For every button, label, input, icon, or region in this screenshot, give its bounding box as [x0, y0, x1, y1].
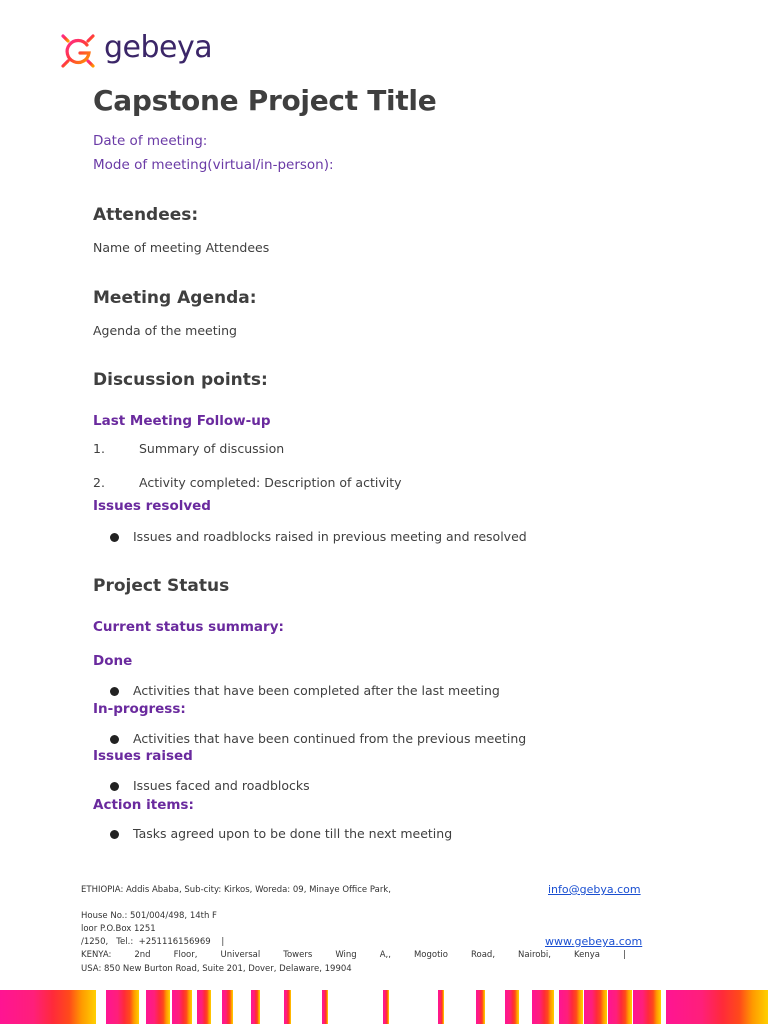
issues-resolved-heading: Issues resolved	[93, 498, 211, 514]
stripe	[438, 990, 444, 1024]
stripe	[476, 990, 485, 1024]
in-progress-heading: In-progress:	[93, 701, 186, 717]
footer-phone-line: /1250, Tel.: +251116156969 |	[81, 937, 225, 947]
bullet-icon	[110, 830, 119, 839]
footer-address-kenya	[81, 950, 626, 960]
footer-kenya-word: Kenya	[573, 950, 600, 960]
agenda-text: Agenda of the meeting	[93, 323, 237, 338]
discussion-heading: Discussion points:	[93, 370, 268, 390]
stripe	[197, 990, 211, 1024]
date-of-meeting-label: Date of meeting:	[93, 133, 208, 149]
status-summary-heading: Current status summary:	[93, 619, 284, 635]
stripe	[0, 990, 96, 1024]
footer-kenya-word: Towers	[283, 950, 313, 960]
stripe	[608, 990, 632, 1024]
bullet-icon	[110, 735, 119, 744]
stripe	[251, 990, 260, 1024]
action-items-heading: Action items:	[93, 797, 194, 813]
bullet-icon	[110, 533, 119, 542]
footer-kenya-word: Universal	[220, 950, 261, 960]
bullet-icon	[110, 687, 119, 696]
list-item: Activity completed: Description of activity	[139, 475, 402, 490]
list-item: Issues and roadblocks raised in previous meeting and resolved	[133, 529, 527, 544]
list-item-number: 2.	[93, 475, 105, 490]
stripe	[505, 990, 519, 1024]
footer-kenya-word: Wing	[335, 950, 357, 960]
footer-kenya-word: KENYA:	[81, 950, 112, 960]
stripe	[322, 990, 328, 1024]
footer-address-ethiopia: ETHIOPIA: Addis Ababa, Sub-city: Kirkos, Woreda: 09, Minaye Office Park,	[81, 885, 391, 895]
footer-kenya-word: A,,	[379, 950, 391, 960]
list-item-number: 1.	[93, 441, 105, 456]
stripe	[666, 990, 768, 1024]
attendees-heading: Attendees:	[93, 205, 199, 225]
list-item: Summary of discussion	[139, 441, 285, 456]
stripe	[584, 990, 607, 1024]
stripe	[532, 990, 554, 1024]
gebeya-sun-logo-icon	[54, 28, 102, 74]
footer-kenya-word: Floor,	[173, 950, 198, 960]
footer-address-line: loor P.O.Box 1251	[81, 924, 156, 934]
stripe	[172, 990, 192, 1024]
stripe	[383, 990, 389, 1024]
footer-kenya-word: Nairobi,	[518, 950, 551, 960]
footer-kenya-word: Road,	[470, 950, 496, 960]
footer-address-usa: USA: 850 New Burton Road, Suite 201, Dover, Delaware, 19904	[81, 964, 352, 974]
done-heading: Done	[93, 653, 133, 669]
mode-of-meeting-label: Mode of meeting(virtual/in-person):	[93, 157, 334, 173]
followup-heading: Last Meeting Follow-up	[93, 413, 271, 429]
website-link[interactable]: www.gebeya.com	[545, 935, 643, 948]
bullet-icon	[110, 782, 119, 791]
list-item: Activities that have been completed after the last meeting	[133, 683, 500, 698]
attendees-text: Name of meeting Attendees	[93, 240, 270, 255]
stripe	[633, 990, 661, 1024]
stripe	[146, 990, 170, 1024]
project-status-heading: Project Status	[93, 576, 230, 596]
stripe	[284, 990, 291, 1024]
agenda-heading: Meeting Agenda:	[93, 288, 257, 308]
stripe	[106, 990, 139, 1024]
stripe	[222, 990, 233, 1024]
list-item: Tasks agreed upon to be done till the next meeting	[133, 826, 453, 841]
footer-kenya-word: |	[622, 950, 626, 960]
footer-kenya-word: 2nd	[134, 950, 151, 960]
issues-raised-heading: Issues raised	[93, 748, 193, 764]
stripe	[559, 990, 583, 1024]
footer-address-line: House No.: 501/004/498, 14th F	[81, 911, 217, 921]
decorative-stripe-bar	[0, 990, 768, 1024]
list-item: Activities that have been continued from the previous meeting	[133, 731, 527, 746]
logo-wordmark: gebeya	[104, 30, 213, 65]
email-link[interactable]: info@gebya.com	[548, 883, 641, 896]
page-title: Capstone Project Title	[93, 84, 437, 117]
list-item: Issues faced and roadblocks	[133, 778, 310, 793]
footer-kenya-word: Mogotio	[413, 950, 448, 960]
